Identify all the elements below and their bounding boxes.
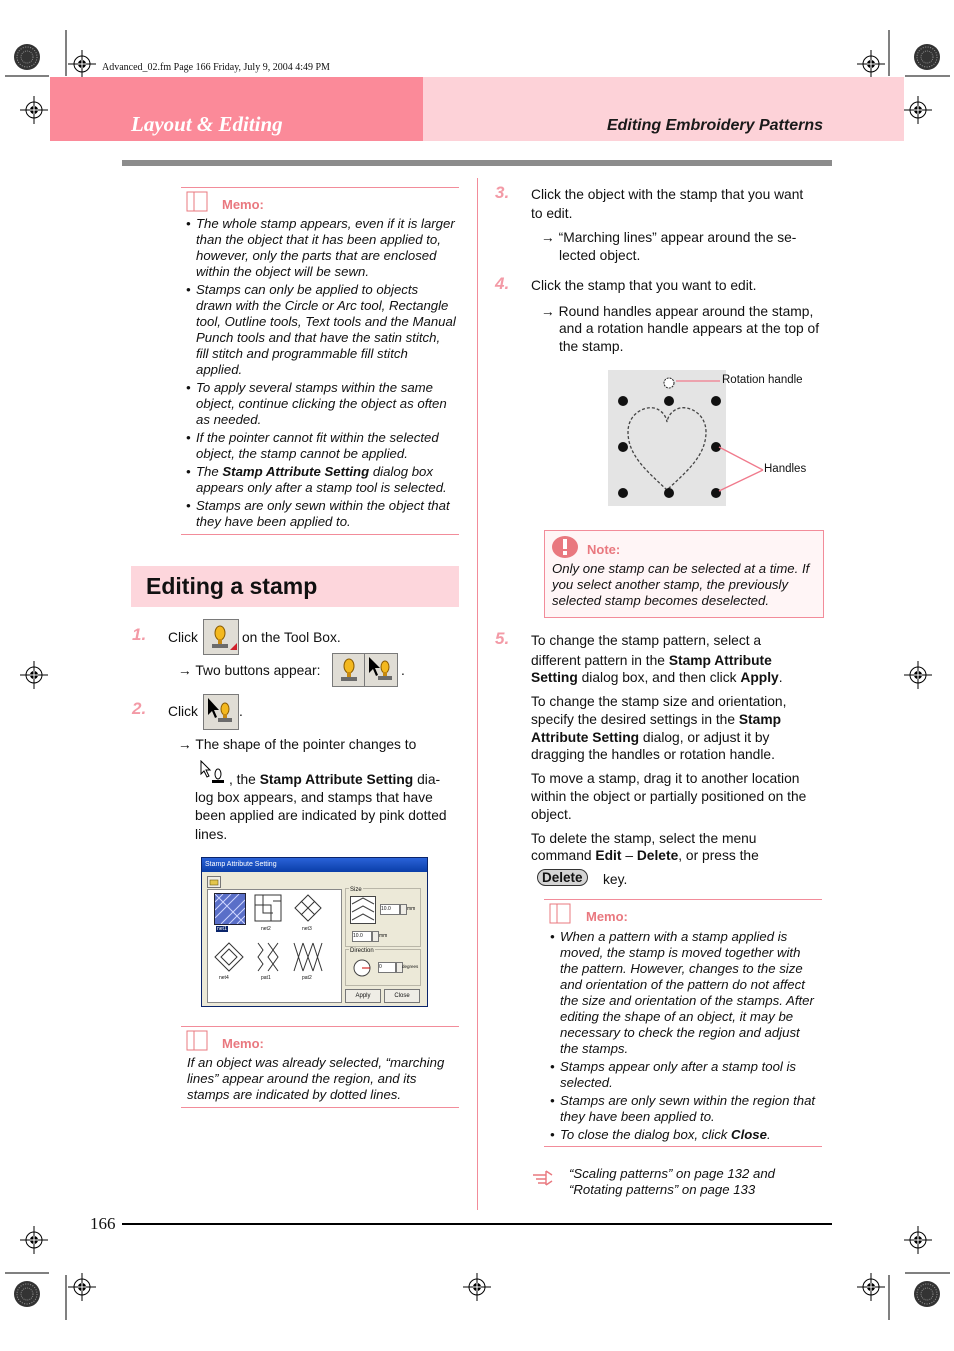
- close-button[interactable]: Close: [384, 989, 420, 1003]
- memo-top-rule: [181, 1026, 459, 1027]
- size-label: Size: [350, 887, 362, 893]
- step-number: 5.: [495, 629, 510, 648]
- stamp-pointer-icon: [204, 695, 238, 729]
- memo-top-rule: [544, 899, 822, 900]
- header-rule: [122, 160, 832, 166]
- open-folder-button[interactable]: [207, 876, 221, 888]
- step-text: on the Tool Box.: [242, 630, 341, 645]
- memo-icon: [186, 191, 212, 218]
- memo-item: • Stamps are only sewn within the region that they have been applied to.: [550, 1093, 816, 1124]
- memo-bottom-rule: [181, 1107, 459, 1108]
- memo-item: • When a pattern with a stamp applied is moved, the stamp is moved together with the pattern. However, changes to the size and orientation of the pattern do not affect the size and orientation of the stamps. After editing the shape of an object, it may be necessary to check the region and adjust the stamps.: [550, 929, 814, 1056]
- section-title: Editing Embroidery Patterns: [606, 117, 823, 134]
- memo-bottom-rule: [181, 534, 459, 535]
- handle[interactable]: [664, 396, 674, 406]
- pattern-name: net3: [302, 926, 312, 932]
- folder-icon: [208, 877, 220, 887]
- section-heading: Editing a stamp: [146, 573, 318, 599]
- reference-hand-icon: [532, 1166, 556, 1186]
- callout-lines: [676, 378, 766, 498]
- stamp-pointer-icon: [365, 654, 397, 686]
- direction-dial-icon[interactable]: [352, 958, 372, 978]
- delete-key: Delete: [537, 869, 588, 886]
- memo-title: Memo:: [222, 197, 264, 212]
- memo-icon: [549, 903, 575, 930]
- pattern-thumb-net1[interactable]: [214, 893, 246, 925]
- pattern-thumb-pat1[interactable]: [253, 942, 283, 972]
- note-text: Only one stamp can be selected at a time. If you select another stamp, the previously selected stamp becomes deselected.: [552, 561, 810, 608]
- note-title: Note:: [587, 542, 621, 557]
- pattern-name: net1: [217, 926, 227, 932]
- memo-list: [550, 929, 818, 1143]
- step-number: 2.: [132, 699, 147, 718]
- memo-item: • The Stamp Attribute Setting dialog box appears only after a stamp tool is selected.: [186, 464, 447, 495]
- size-height-input[interactable]: 10.0: [352, 931, 372, 942]
- pattern-thumb-net2[interactable]: [253, 893, 283, 923]
- memo-title: Memo:: [586, 909, 628, 924]
- stamp-cursor-icon: [200, 760, 228, 786]
- frame-info: Advanced_02.fm Page 166 Friday, July 9, 2004 4:49 PM: [102, 62, 330, 73]
- pattern-thumb-net4[interactable]: [214, 942, 244, 972]
- handle[interactable]: [664, 488, 674, 498]
- memo-item: • Stamps can only be applied to objects drawn with the Circle or Arc tool, Rectangle tool, Outline tools, Text tools and the Manual Punch tools and that have the satin stitch, fill stitch and programmable fill stitch applied.: [186, 282, 456, 377]
- step-number: 3.: [495, 183, 510, 202]
- chapter-title: Layout & Editing: [131, 112, 283, 136]
- step-number: 1.: [132, 625, 147, 644]
- apply-button[interactable]: Apply: [345, 989, 381, 1003]
- pattern-name: net2: [261, 926, 271, 932]
- memo-icon: [186, 1030, 212, 1057]
- memo-item: • To close the dialog box, click Close.: [550, 1127, 771, 1142]
- page-number: 166: [90, 1214, 116, 1233]
- pattern-thumb-net3[interactable]: [293, 893, 323, 923]
- memo-bottom-rule: [544, 1146, 822, 1147]
- memo-item: • Stamps are only sewn within the object that they have been applied to.: [186, 498, 450, 529]
- handle[interactable]: [618, 396, 628, 406]
- step-text: Click: [168, 704, 198, 719]
- pattern-list[interactable]: [207, 889, 342, 1003]
- pattern-name: pat1: [261, 975, 271, 981]
- result-text: → “Marching lines” appear around the se-: [541, 230, 797, 245]
- dialog-title: Stamp Attribute Setting: [202, 858, 427, 872]
- column-divider: [477, 178, 478, 1210]
- step-number: 4.: [495, 274, 510, 293]
- size-width-stepper[interactable]: [400, 904, 407, 915]
- memo-item: • The whole stamp appears, even if it is larger than the object that it has been applied to, however, only the parts that are enclosed within the object will be sewn.: [186, 216, 455, 279]
- direction-input[interactable]: 0: [378, 962, 396, 973]
- size-height-stepper[interactable]: [372, 931, 379, 942]
- handle[interactable]: [618, 442, 628, 452]
- stamp-attribute-dialog: [201, 857, 428, 1007]
- stamp-select-button[interactable]: [203, 694, 239, 730]
- direction-group: Direction 0 degrees: [345, 949, 421, 986]
- handle[interactable]: [618, 488, 628, 498]
- size-preview-icon: [350, 896, 376, 924]
- size-group: Size 10.0 mm 10.0 mm: [345, 888, 421, 947]
- memo-item: • To apply several stamps within the same object, continue clicking the object as often as needed.: [186, 380, 447, 427]
- direction-label: Direction: [350, 948, 374, 954]
- memo-item: • If the pointer cannot fit within the selected object, the stamp cannot be applied.: [186, 430, 439, 461]
- result-text: → The shape of the pointer changes to: [178, 737, 417, 752]
- stamp-select-button[interactable]: [364, 653, 398, 687]
- size-width-input[interactable]: 10.0: [380, 904, 400, 915]
- result-text: → Round handles appear around the stamp,: [541, 304, 814, 319]
- footer-rule: [122, 1223, 832, 1225]
- memo-list: [186, 216, 456, 530]
- memo-text: If an object was already selected, “marching lines” appear around the region, and its stamps are indicated by dotted lines.: [187, 1055, 445, 1102]
- handles-label: Handles: [764, 463, 807, 475]
- stamp-tool-button[interactable]: [203, 619, 239, 655]
- rotation-handle-label: Rotation handle: [722, 374, 803, 386]
- pattern-name: pat2: [302, 975, 312, 981]
- pattern-name: net4: [219, 975, 229, 981]
- stamp-icon: [333, 654, 365, 686]
- pattern-thumb-pat2[interactable]: [293, 942, 323, 972]
- stamp-icon: [204, 620, 238, 654]
- result-text: → Two buttons appear:: [178, 663, 321, 678]
- note-warning-icon: [551, 535, 581, 559]
- step-text: Click: [168, 630, 198, 645]
- reference-link[interactable]: “Rotating patterns” on page 133: [569, 1182, 756, 1197]
- memo-item: • Stamps appear only after a stamp tool is selected.: [550, 1059, 797, 1090]
- memo-top-rule: [181, 187, 459, 188]
- memo-title: Memo:: [222, 1036, 264, 1051]
- reference-link[interactable]: “Scaling patterns” on page 132 and: [569, 1166, 776, 1181]
- stamp-apply-button[interactable]: [332, 653, 366, 687]
